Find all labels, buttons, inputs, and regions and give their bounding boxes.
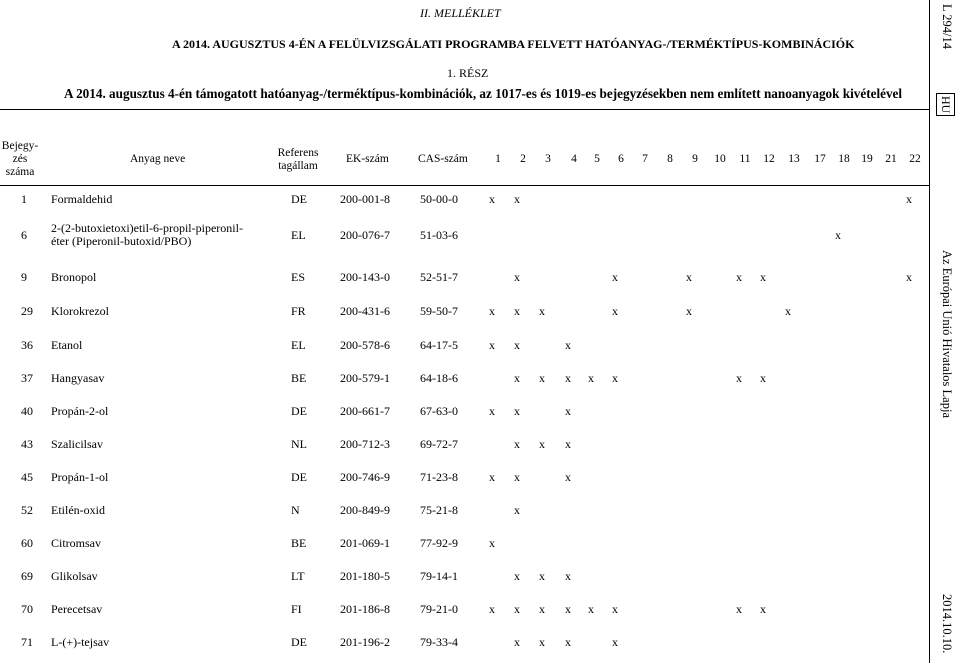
reference-member-state: BE bbox=[291, 371, 307, 385]
product-type-mark-2: x bbox=[514, 503, 520, 517]
product-type-mark-1: x bbox=[489, 404, 495, 418]
product-type-mark-1: x bbox=[489, 602, 495, 616]
product-type-mark-22: x bbox=[906, 192, 912, 206]
entry-number: 1 bbox=[21, 192, 27, 206]
reference-member-state: DE bbox=[291, 470, 307, 484]
substance-name: Szalicilsav bbox=[51, 437, 103, 451]
header-product-type: 3 bbox=[545, 153, 551, 165]
publication-date: 2014.10.10. bbox=[940, 594, 954, 654]
entry-number: 70 bbox=[21, 602, 33, 616]
official-journal-name: Az Európai Unió Hivatalos Lapja bbox=[940, 250, 954, 419]
entry-number: 9 bbox=[21, 270, 27, 284]
product-type-mark-5: x bbox=[588, 602, 594, 616]
header-ec-number: EK-szám bbox=[346, 153, 389, 165]
header-product-type: 2 bbox=[520, 153, 526, 165]
product-type-mark-2: x bbox=[514, 437, 520, 451]
product-type-mark-3: x bbox=[539, 371, 545, 385]
product-type-mark-2: x bbox=[514, 338, 520, 352]
substance-name: Bronopol bbox=[51, 270, 97, 284]
reference-member-state: ES bbox=[291, 270, 306, 284]
ec-number: 201-186-8 bbox=[340, 602, 390, 616]
product-type-mark-2: x bbox=[514, 371, 520, 385]
reference-member-state: BE bbox=[291, 536, 307, 550]
product-type-mark-12: x bbox=[760, 371, 766, 385]
substance-name: 2-(2-butoxietoxi)etil-6-propil-piperonil- bbox=[51, 221, 243, 235]
reference-member-state: DE bbox=[291, 192, 307, 206]
cas-number: 79-14-1 bbox=[420, 569, 458, 583]
product-type-mark-12: x bbox=[760, 270, 766, 284]
reference-member-state: FI bbox=[291, 602, 302, 616]
header-product-type: 21 bbox=[885, 153, 897, 165]
reference-member-state: DE bbox=[291, 635, 307, 649]
ec-number: 200-661-7 bbox=[340, 404, 390, 418]
cas-number: 59-50-7 bbox=[420, 304, 458, 318]
cas-number: 77-92-9 bbox=[420, 536, 458, 550]
cas-number: 71-23-8 bbox=[420, 470, 458, 484]
product-type-mark-2: x bbox=[514, 635, 520, 649]
header-product-type: 4 bbox=[571, 153, 577, 165]
reference-member-state: N bbox=[291, 503, 300, 517]
header-product-type: 22 bbox=[909, 153, 921, 165]
cas-number: 79-21-0 bbox=[420, 602, 458, 616]
header-product-type: 5 bbox=[594, 153, 600, 165]
substance-name: Formaldehid bbox=[51, 192, 113, 206]
cas-number: 69-72-7 bbox=[420, 437, 458, 451]
substance-name: Glikolsav bbox=[51, 569, 98, 583]
header-cas-number: CAS-szám bbox=[418, 153, 468, 165]
entry-number: 6 bbox=[21, 228, 27, 242]
product-type-mark-9: x bbox=[686, 304, 692, 318]
product-type-mark-1: x bbox=[489, 304, 495, 318]
product-type-mark-6: x bbox=[612, 304, 618, 318]
product-type-mark-4: x bbox=[565, 635, 571, 649]
product-type-mark-2: x bbox=[514, 270, 520, 284]
header-product-type: 10 bbox=[714, 153, 726, 165]
product-type-mark-1: x bbox=[489, 470, 495, 484]
product-type-mark-3: x bbox=[539, 635, 545, 649]
entry-number: 43 bbox=[21, 437, 33, 451]
entry-number: 71 bbox=[21, 635, 33, 649]
header-product-type: 9 bbox=[692, 153, 698, 165]
product-type-mark-22: x bbox=[906, 270, 912, 284]
part-subheading: A 2014. augusztus 4-én támogatott hatóanyag-/terméktípus-kombinációk, az 1017-es és 1019-es bejegyzésekben nem említett nanoanyagok kivételével bbox=[64, 86, 903, 101]
substance-name: Citromsav bbox=[51, 536, 101, 550]
ec-number: 200-143-0 bbox=[340, 270, 390, 284]
annex-title: II. MELLÉKLET bbox=[420, 6, 501, 20]
cas-number: 50-00-0 bbox=[420, 192, 458, 206]
product-type-mark-4: x bbox=[565, 437, 571, 451]
ec-number: 201-069-1 bbox=[340, 536, 390, 550]
oj-margin bbox=[929, 0, 960, 663]
reference-member-state: LT bbox=[291, 569, 305, 583]
product-type-mark-9: x bbox=[686, 270, 692, 284]
reference-member-state: DE bbox=[291, 404, 307, 418]
cas-number: 51-03-6 bbox=[420, 228, 458, 242]
product-type-mark-4: x bbox=[565, 404, 571, 418]
product-type-mark-12: x bbox=[760, 602, 766, 616]
entry-number: 60 bbox=[21, 536, 33, 550]
entry-number: 37 bbox=[21, 371, 33, 385]
reference-member-state: EL bbox=[291, 228, 306, 242]
header-rms-line: Referens bbox=[277, 147, 319, 159]
substance-name: Etilén-oxid bbox=[51, 503, 105, 517]
header-entry-line: száma bbox=[5, 166, 35, 178]
annex-heading: A 2014. AUGUSZTUS 4-ÉN A FELÜLVIZSGÁLATI PROGRAMBA FELVETT HATÓANYAG-/TERMÉKTÍPUS-KOMBINÁCIÓK bbox=[172, 37, 855, 51]
header-product-type: 11 bbox=[739, 153, 751, 165]
entry-number: 45 bbox=[21, 470, 33, 484]
substance-name: Etanol bbox=[51, 338, 83, 352]
entry-number: 36 bbox=[21, 338, 33, 352]
ec-number: 200-431-6 bbox=[340, 304, 390, 318]
product-type-mark-4: x bbox=[565, 569, 571, 583]
header-substance-name: Anyag neve bbox=[130, 153, 186, 165]
header-reference-member-state bbox=[268, 147, 328, 173]
header-entry-number bbox=[0, 140, 40, 179]
entry-number: 52 bbox=[21, 503, 33, 517]
cas-number: 75-21-8 bbox=[420, 503, 458, 517]
header-entry-line: Bejegy- bbox=[1, 140, 39, 152]
product-type-mark-6: x bbox=[612, 270, 618, 284]
product-type-mark-2: x bbox=[514, 470, 520, 484]
cas-number: 67-63-0 bbox=[420, 404, 458, 418]
product-type-mark-11: x bbox=[736, 270, 742, 284]
reference-member-state: EL bbox=[291, 338, 306, 352]
header-product-type: 19 bbox=[861, 153, 873, 165]
product-type-mark-3: x bbox=[539, 602, 545, 616]
ec-number: 200-579-1 bbox=[340, 371, 390, 385]
header-product-type: 1 bbox=[495, 153, 501, 165]
product-type-mark-4: x bbox=[565, 371, 571, 385]
cas-number: 64-18-6 bbox=[420, 371, 458, 385]
product-type-mark-5: x bbox=[588, 371, 594, 385]
substance-name: Hangyasav bbox=[51, 371, 105, 385]
cas-number: 52-51-7 bbox=[420, 270, 458, 284]
header-product-type: 18 bbox=[838, 153, 850, 165]
product-type-mark-1: x bbox=[489, 536, 495, 550]
product-type-mark-4: x bbox=[565, 338, 571, 352]
substance-name: Propán-2-ol bbox=[51, 404, 109, 418]
language-code-badge: HU bbox=[936, 93, 955, 116]
cas-number: 64-17-5 bbox=[420, 338, 458, 352]
product-type-mark-3: x bbox=[539, 569, 545, 583]
ec-number: 200-076-7 bbox=[340, 228, 390, 242]
substance-name: Propán-1-ol bbox=[51, 470, 109, 484]
substance-name: Perecetsav bbox=[51, 602, 103, 616]
entry-number: 69 bbox=[21, 569, 33, 583]
ec-number: 200-849-9 bbox=[340, 503, 390, 517]
header-rms-line: tagállam bbox=[278, 160, 318, 172]
cas-number: 79-33-4 bbox=[420, 635, 458, 649]
ec-number: 200-001-8 bbox=[340, 192, 390, 206]
product-type-mark-1: x bbox=[489, 192, 495, 206]
oj-page-reference: L 294/14 bbox=[940, 4, 954, 50]
product-type-mark-2: x bbox=[514, 304, 520, 318]
product-type-mark-1: x bbox=[489, 338, 495, 352]
product-type-mark-18: x bbox=[835, 228, 841, 242]
reference-member-state: FR bbox=[291, 304, 306, 318]
header-entry-line: zés bbox=[12, 153, 28, 165]
header-product-type: 12 bbox=[763, 153, 775, 165]
product-type-mark-2: x bbox=[514, 192, 520, 206]
header-product-type: 17 bbox=[814, 153, 826, 165]
product-type-mark-3: x bbox=[539, 437, 545, 451]
product-type-mark-6: x bbox=[612, 602, 618, 616]
top-rule bbox=[0, 109, 929, 110]
substance-name: Klorokrezol bbox=[51, 304, 109, 318]
reference-member-state: NL bbox=[291, 437, 307, 451]
product-type-mark-11: x bbox=[736, 371, 742, 385]
header-product-type: 7 bbox=[642, 153, 648, 165]
product-type-mark-13: x bbox=[785, 304, 791, 318]
product-type-mark-4: x bbox=[565, 602, 571, 616]
product-type-mark-2: x bbox=[514, 569, 520, 583]
product-type-mark-4: x bbox=[565, 470, 571, 484]
header-product-type: 13 bbox=[788, 153, 800, 165]
product-type-mark-2: x bbox=[514, 602, 520, 616]
part-label: 1. RÉSZ bbox=[447, 66, 489, 80]
substance-name: L-(+)-tejsav bbox=[51, 635, 110, 649]
product-type-mark-11: x bbox=[736, 602, 742, 616]
entry-number: 29 bbox=[21, 304, 33, 318]
header-product-type: 6 bbox=[618, 153, 624, 165]
product-type-mark-2: x bbox=[514, 404, 520, 418]
product-type-mark-3: x bbox=[539, 304, 545, 318]
ec-number: 200-746-9 bbox=[340, 470, 390, 484]
header-product-type: 8 bbox=[667, 153, 673, 165]
ec-number: 200-578-6 bbox=[340, 338, 390, 352]
product-type-mark-6: x bbox=[612, 635, 618, 649]
ec-number: 201-196-2 bbox=[340, 635, 390, 649]
product-type-mark-6: x bbox=[612, 371, 618, 385]
substance-name: éter (Piperonil-butoxid/PBO) bbox=[51, 234, 192, 248]
ec-number: 200-712-3 bbox=[340, 437, 390, 451]
entry-number: 40 bbox=[21, 404, 33, 418]
header-rule bbox=[0, 185, 929, 186]
ec-number: 201-180-5 bbox=[340, 569, 390, 583]
